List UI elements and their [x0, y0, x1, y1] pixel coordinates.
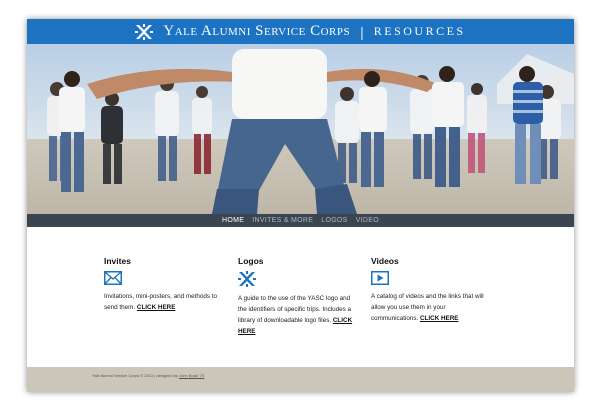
- logos-section: [238, 256, 356, 337]
- site-title: Yale Alumni Service Corps: [163, 23, 351, 39]
- page-frame: [27, 19, 574, 392]
- logos-heading: Logos: [238, 256, 264, 266]
- resources-content: [27, 227, 574, 367]
- logos-text: A guide to the use of the YASC logo and the identifiers of specific trips. Includes a library of downloadable logo files.: [238, 295, 352, 324]
- videos-text: A catalog of videos and the links that will allow you use them in your communications.: [371, 293, 484, 322]
- play-icon[interactable]: [371, 271, 389, 285]
- invites-click-here-link[interactable]: CLICK HERE: [136, 304, 176, 311]
- hero-photo: [27, 44, 574, 214]
- title-separator: |: [360, 23, 364, 40]
- videos-description: [371, 291, 489, 324]
- logos-description: [238, 293, 356, 337]
- invites-description: [104, 291, 222, 313]
- invites-text: Invitations, mini-posters, and methods to send them.: [104, 293, 218, 311]
- videos-heading: Videos: [371, 256, 399, 266]
- footer-credit: [92, 373, 204, 378]
- site-header: [27, 19, 574, 44]
- logos-click-here-link[interactable]: CLICK HERE: [238, 317, 353, 335]
- yasc-logo-icon[interactable]: [238, 271, 256, 287]
- nav-logos[interactable]: LOGOS: [321, 217, 348, 224]
- yasc-logo-icon: [135, 24, 153, 40]
- footer-credit-text: Yale Alumni Service Corps © 2013 | designed by: [92, 373, 178, 378]
- videos-section: [371, 256, 489, 324]
- invites-heading: Invites: [104, 256, 131, 266]
- envelope-icon[interactable]: [104, 271, 122, 285]
- designer-link[interactable]: John Boak '70: [179, 373, 205, 378]
- invites-section: [104, 256, 222, 313]
- videos-click-here-link[interactable]: CLICK HERE: [420, 315, 459, 322]
- nav-home[interactable]: HOME: [222, 217, 245, 224]
- site-footer: [27, 367, 574, 392]
- nav-invites-more[interactable]: INVITES & MORE: [252, 217, 314, 224]
- nav-video[interactable]: VIDEO: [355, 217, 379, 224]
- site-subtitle: RESOURCES: [373, 24, 466, 38]
- main-nav: [27, 214, 574, 227]
